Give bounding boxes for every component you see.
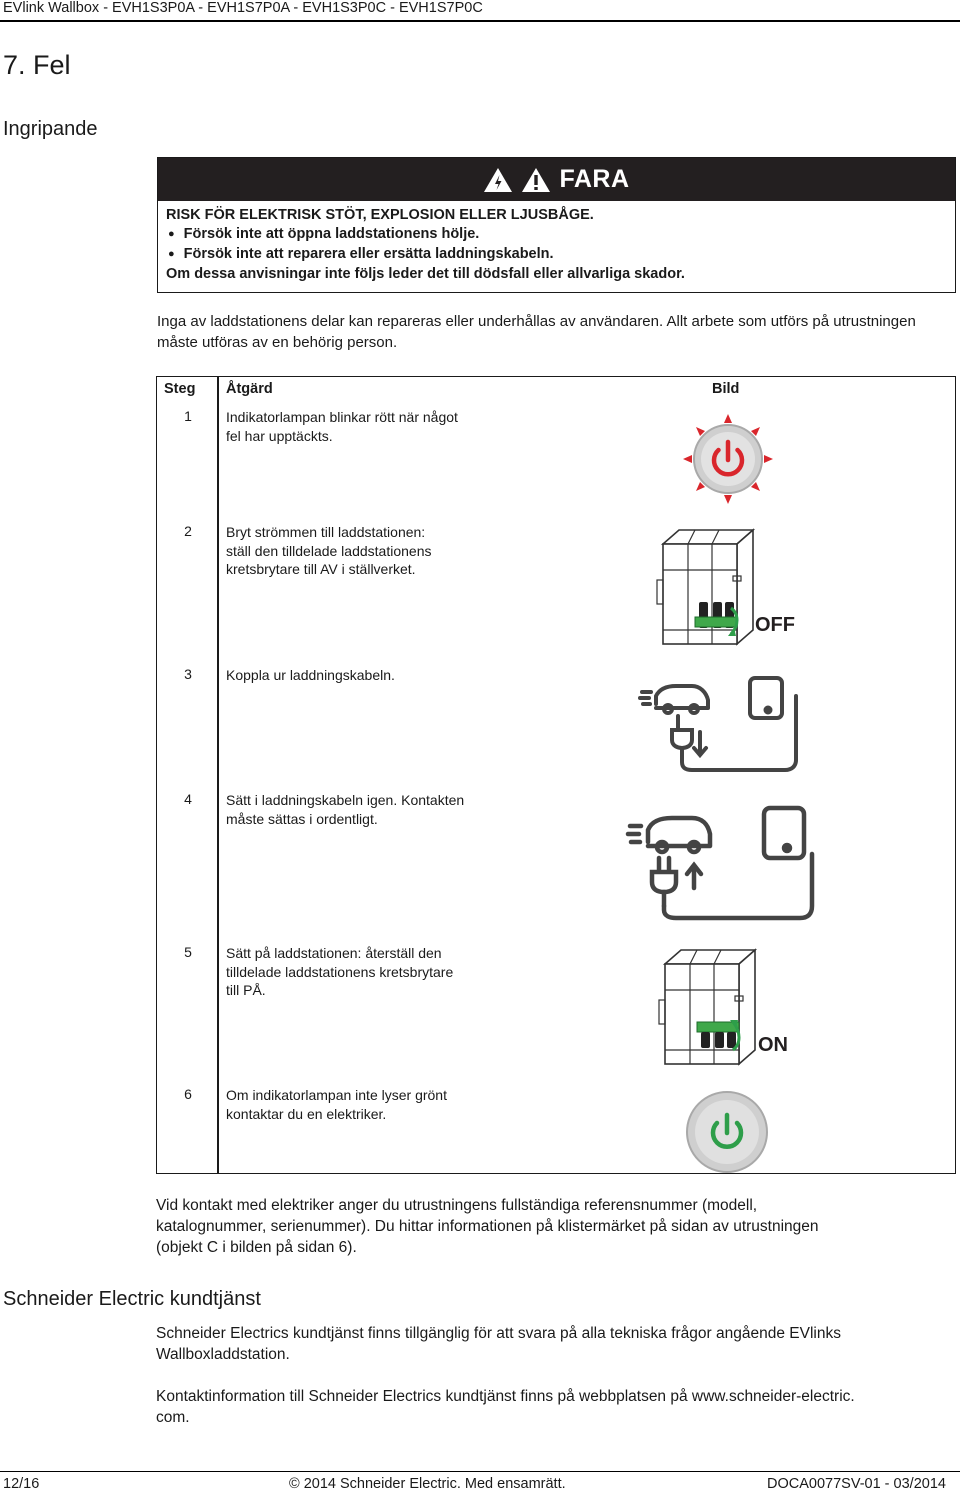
support-paragraph xyxy=(156,1323,946,1365)
circuit-breaker-icon xyxy=(657,944,767,1072)
step-number: 2 xyxy=(184,523,192,539)
column-header-step: Steg xyxy=(164,381,196,397)
step-number: 5 xyxy=(184,944,192,960)
step-action-line: ställ den tilldelade laddstationens xyxy=(226,542,432,559)
support-contact-paragraph xyxy=(156,1386,946,1428)
page-number: 12/16 xyxy=(3,1476,40,1492)
support-section-title: Schneider Electric kundtjänst xyxy=(3,1288,261,1310)
step-action-line: Koppla ur laddningskabeln. xyxy=(226,667,395,683)
step-action xyxy=(226,408,494,445)
danger-text xyxy=(158,201,955,284)
step-number: 6 xyxy=(184,1086,192,1102)
car-icon xyxy=(628,818,710,852)
step-action-line: tilldelade laddstationens kretsbrytare xyxy=(226,963,454,980)
steps-table xyxy=(156,376,956,1174)
column-header-action: Åtgärd xyxy=(226,381,273,397)
paragraph-line: Wallboxladdstation. xyxy=(156,1346,290,1363)
danger-consequence: Om dessa anvisningar inte följs leder det till dödsfall eller allvarliga skador. xyxy=(166,266,685,282)
danger-header xyxy=(158,158,955,201)
step-action-line: fel har upptäckts. xyxy=(226,427,333,444)
wallbox-icon xyxy=(750,678,782,718)
paragraph-line: Vid kontakt med elektriker anger du utrustningens fullständiga referensnummer (modell, xyxy=(156,1197,758,1214)
electrician-contact-paragraph xyxy=(156,1195,946,1258)
step-action-line: kretsbrytare till AV i ställverket. xyxy=(226,561,416,577)
intro-paragraph: Inga av laddstationens delar kan repareras eller underhållas av användaren. Allt arbete som utförs på utrustningen måste utföras av en behörig person. xyxy=(157,313,916,351)
step-number: 4 xyxy=(184,791,192,807)
column-divider xyxy=(217,377,219,1173)
paragraph-line: Kontaktinformation till Schneider Electrics kundtjänst finns på webbplatsen på www.schneider-electric. xyxy=(156,1388,855,1405)
circuit-breaker-icon xyxy=(655,524,765,652)
paragraph-line: (objekt C i bilden på sidan 6). xyxy=(156,1239,357,1256)
paragraph-line: Schneider Electrics kundtjänst finns tillgänglig för att svara på alla tekniska frågor angående EVlinks xyxy=(156,1325,841,1342)
step-action-line: Indikatorlampan blinkar rött när något xyxy=(226,409,458,425)
wallbox-icon xyxy=(764,808,804,858)
danger-bullet: ● Försök inte att öppna laddstationens hölje. xyxy=(166,225,955,245)
plug-in-diagram xyxy=(628,804,818,924)
power-icon xyxy=(683,414,773,504)
plug-icon xyxy=(652,854,812,918)
step-number: 1 xyxy=(184,408,192,424)
danger-bullet: ● Försök inte att reparera eller ersätta laddningskabeln. xyxy=(166,245,955,265)
step-action-line: Sätt på laddstationen: återställ den xyxy=(226,945,442,961)
step-action-line: till PÅ. xyxy=(226,982,266,998)
step-action-line: Sätt i laddningskabeln igen. Kontakten xyxy=(226,792,465,808)
danger-heading: RISK FÖR ELEKTRISK STÖT, EXPLOSION ELLER LJUSBÅGE. xyxy=(166,207,594,223)
column-header-image: Bild xyxy=(712,381,740,397)
power-icon xyxy=(685,1090,769,1174)
step-action-line: Om indikatorlampan inte lyser grönt xyxy=(226,1087,447,1103)
footer-rule xyxy=(0,1471,960,1472)
paragraph-line: katalognummer, serienummer). Du hittar informationen på klistermärket på sidan av utrustningen xyxy=(156,1218,819,1235)
chapter-title: 7. Fel xyxy=(3,50,71,80)
section-title: Ingripande xyxy=(3,118,98,140)
unplug-diagram xyxy=(640,676,805,776)
danger-box xyxy=(157,157,956,293)
exclamation-warning-icon xyxy=(521,167,551,193)
step-number: 3 xyxy=(184,666,192,682)
step-action-line: Bryt strömmen till laddstationen: xyxy=(226,524,426,540)
step-action xyxy=(226,944,494,1000)
document-header-title: EVlink Wallbox - EVH1S3P0A - EVH1S7P0A - EVH1S3P0C - EVH1S7P0C xyxy=(3,0,483,16)
breaker-off-label: OFF xyxy=(755,614,795,636)
car-icon xyxy=(640,686,708,713)
paragraph-line: com. xyxy=(156,1409,190,1426)
step-action xyxy=(226,1086,494,1123)
step-action-line: kontaktar du en elektriker. xyxy=(226,1105,387,1122)
breaker-on-label: ON xyxy=(758,1034,788,1056)
lightning-warning-icon xyxy=(483,167,513,193)
step-action xyxy=(226,791,494,828)
header-rule xyxy=(0,20,960,22)
document-reference: DOCA0077SV-01 - 03/2014 xyxy=(767,1476,946,1492)
step-action xyxy=(226,666,494,685)
danger-label: FARA xyxy=(559,165,630,193)
step-action-line: måste sättas i ordentligt. xyxy=(226,810,378,827)
copyright: © 2014 Schneider Electric. Med ensamrätt. xyxy=(289,1476,566,1492)
step-action xyxy=(226,523,494,579)
